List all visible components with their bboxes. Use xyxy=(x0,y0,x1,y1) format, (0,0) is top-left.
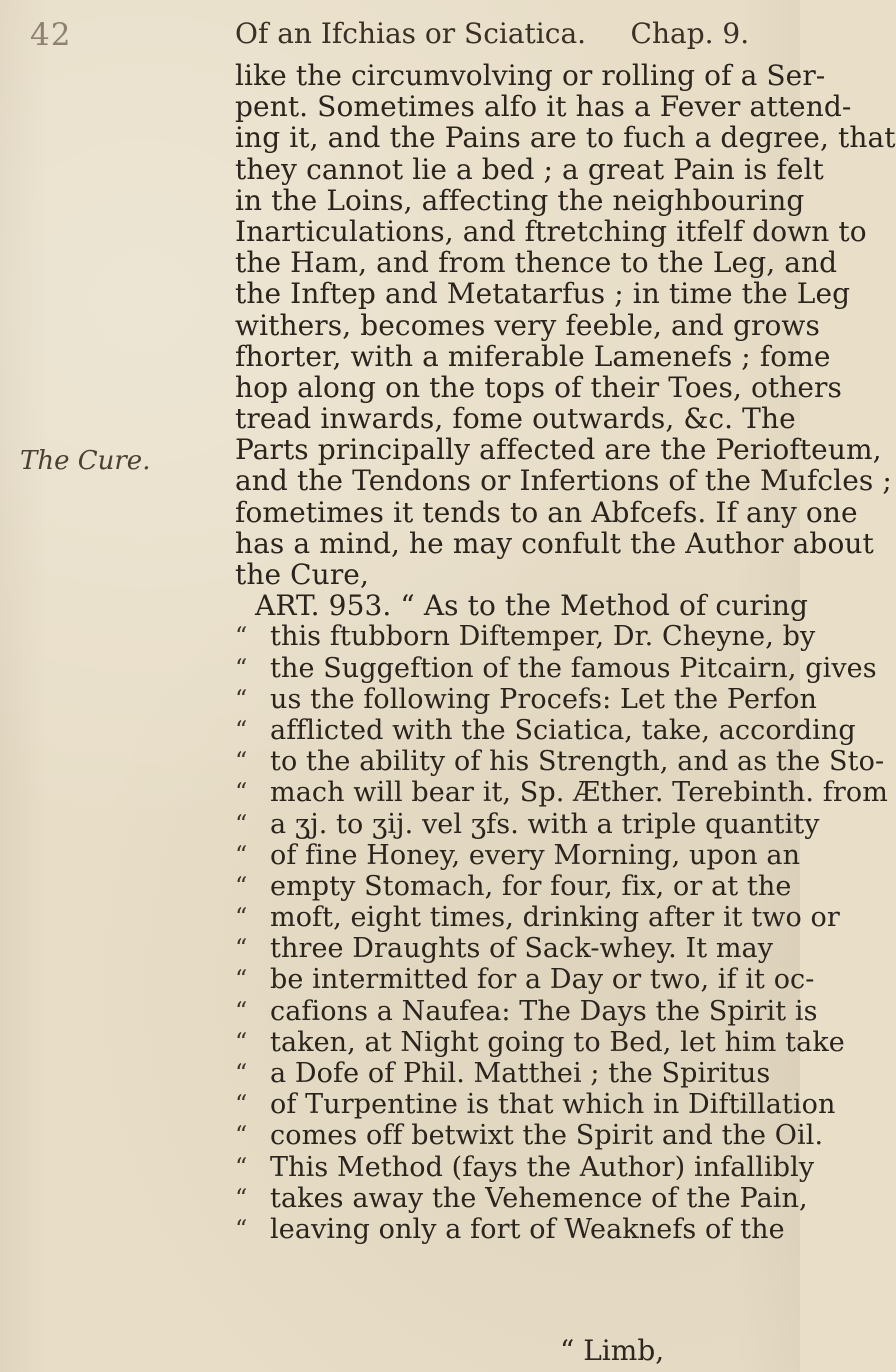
text-line: cafions a Naufea: The Days the Spirit is xyxy=(270,995,818,1027)
text-line: three Draughts of Sack-whey. It may xyxy=(270,933,774,965)
quote-mark: “ xyxy=(235,1183,248,1212)
text-line: of Turpentine is that which in Diftillation xyxy=(270,1089,836,1121)
quote-mark: “ xyxy=(235,1214,248,1243)
quoted-line xyxy=(235,621,816,653)
quote-mark: “ xyxy=(235,1152,248,1181)
text-line: afflicted with the Sciatica, take, according xyxy=(270,714,856,746)
quoted-line xyxy=(235,683,817,715)
quote-mark: “ xyxy=(235,747,248,776)
text-line: ART. 953. “ As to the Method of curing xyxy=(255,589,809,623)
text-line: ing it, and the Pains are to fuch a degree, that xyxy=(235,121,896,155)
text-line: comes off betwixt the Spirit and the Oil. xyxy=(270,1120,824,1152)
text-line: they cannot lie a bed ; a great Pain is felt xyxy=(235,152,824,186)
text-line: the Cure, xyxy=(235,558,369,591)
quote-mark: “ xyxy=(235,840,248,869)
margin-note: The Cure. xyxy=(20,446,151,476)
quote-mark: “ xyxy=(235,653,248,682)
text-line: this ftubborn Diftemper, Dr. Cheyne, by xyxy=(270,621,816,653)
quote-mark: “ xyxy=(235,1121,248,1150)
text-line: a ʒj. to ʒij. vel ʒfs. with a triple quantity xyxy=(270,808,820,840)
quote-mark: “ xyxy=(235,778,248,807)
text-line: taken, at Night going to Bed, let him take xyxy=(270,1026,845,1058)
running-title: Of an Ifchias or Sciatica. Chap. 9. xyxy=(235,17,750,50)
quoted-line xyxy=(235,1089,836,1121)
quote-mark: “ xyxy=(235,996,248,1025)
quoted-line xyxy=(235,1151,815,1183)
text-line: leaving only a fort of Weaknefs of the xyxy=(270,1213,785,1245)
quoted-line xyxy=(235,1182,808,1214)
text-line: fhorter, with a miferable Lamenefs ; fome xyxy=(235,339,831,373)
quote-mark: “ xyxy=(235,809,248,838)
quote-mark: “ xyxy=(235,934,248,963)
text-line: hop along on the tops of their Toes, others xyxy=(235,370,843,404)
quoted-line xyxy=(235,839,801,871)
quoted-line xyxy=(235,1120,824,1152)
quote-mark: “ xyxy=(235,684,248,713)
text-line: us the following Procefs: Let the Perfon xyxy=(270,683,817,715)
quoted-line xyxy=(235,1213,785,1245)
text-line: fometimes it tends to an Abfcefs. If any one xyxy=(235,495,858,529)
text-line: like the circumvolving or rolling of a Ser- xyxy=(235,59,826,92)
text-line: be intermitted for a Day or two, if it oc- xyxy=(270,964,815,996)
text-line: the Inftep and Metatarfus ; in time the Leg xyxy=(235,277,851,311)
quote-mark: “ xyxy=(235,1027,248,1056)
quoted-line xyxy=(235,808,820,840)
text-line: withers, becomes very feeble, and grows xyxy=(235,308,820,342)
quoted-line xyxy=(235,746,885,778)
text-line: moft, eight times, drinking after it two or xyxy=(270,902,840,934)
text-line: and the Tendons or Infertions of the Mufcles ; xyxy=(235,464,892,498)
text-line: pent. Sometimes alfo it has a Fever attend- xyxy=(235,90,852,124)
quoted-line xyxy=(235,870,792,902)
text-line: mach will bear it, Sp. Æther. Terebinth. from xyxy=(270,777,888,809)
text-line: has a mind, he may confult the Author about xyxy=(235,526,874,560)
quoted-line xyxy=(235,1058,780,1089)
text-line: Inarticulations, and ftretching itfelf down to xyxy=(235,214,867,248)
quoted-line xyxy=(235,652,877,684)
text-line: Parts principally affected are the Periofteum, xyxy=(235,433,882,467)
text-line: takes away the Vehemence of the Pain, xyxy=(270,1182,808,1214)
quote-mark: “ xyxy=(235,903,248,932)
text-line: a Dofe of Phil. Matthei ; the Spiritus xyxy=(270,1058,771,1089)
quoted-line xyxy=(235,933,780,964)
text-line: the Suggeftion of the famous Pitcairn, gives xyxy=(270,652,877,684)
text-line: in the Loins, affecting the neighbouring xyxy=(235,183,805,217)
quote-mark: “ xyxy=(235,871,248,900)
quote-mark: “ xyxy=(235,1090,248,1119)
quoted-line xyxy=(235,714,856,746)
text-line: of fine Honey, every Morning, upon an xyxy=(270,839,801,871)
text-line: empty Stomach, for four, fix, or at the xyxy=(270,870,792,902)
quote-mark: “ xyxy=(235,965,248,994)
text-line: This Method (fays the Author) infallibly xyxy=(270,1151,815,1183)
page-number: 42 xyxy=(30,17,72,53)
quote-mark: “ xyxy=(235,622,248,651)
quoted-line xyxy=(235,777,888,809)
catchword: “ Limb, xyxy=(560,1334,665,1367)
main-text-block xyxy=(235,59,896,1245)
quoted-line xyxy=(235,902,840,934)
quote-mark: “ xyxy=(235,715,248,744)
text-line: to the ability of his Strength, and as the Sto- xyxy=(270,746,885,778)
quoted-line xyxy=(235,964,815,996)
text-line: tread inwards, fome outwards, &c. The xyxy=(235,402,796,436)
quoted-line xyxy=(235,995,818,1027)
quoted-line xyxy=(235,1026,845,1058)
text-line: the Ham, and from thence to the Leg, and xyxy=(235,246,838,280)
quote-mark: “ xyxy=(235,1059,248,1087)
